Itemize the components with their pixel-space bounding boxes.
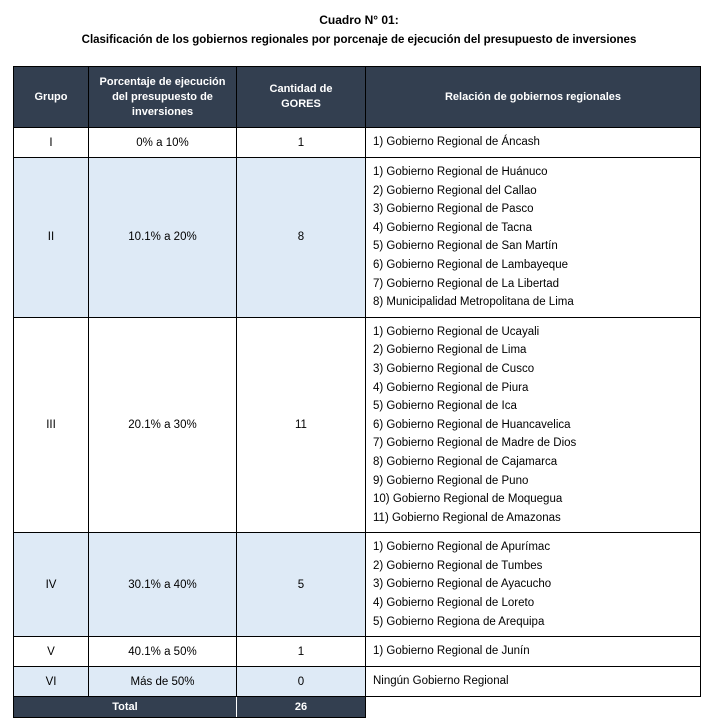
region-list-item: 1) Gobierno Regional de Áncash: [373, 136, 540, 149]
column-header-grupo-label: Grupo: [34, 90, 68, 103]
column-header-cantidad-label: Cantidad de GORES: [269, 83, 333, 110]
region-list-item: 7) Gobierno Regional de Madre de Dios: [373, 437, 577, 450]
group-cell: I: [14, 128, 89, 158]
count-cell: 1: [237, 128, 366, 158]
range-cell: 40.1% a 50%: [89, 637, 237, 667]
region-list-item: 3) Gobierno Regional de Pasco: [373, 203, 534, 216]
region-list-item: 2) Gobierno Regional de Lima: [373, 344, 527, 357]
regions-cell: [366, 158, 701, 318]
region-list-item: 5) Gobierno Regiona de Arequipa: [373, 615, 545, 628]
table-row: [14, 158, 701, 318]
column-header-porcentaje-label: Porcentaje de ejecución del presupuesto de inversiones: [99, 75, 226, 118]
region-list-item: 2) Gobierno Regional del Callao: [373, 184, 537, 197]
region-list-item: 6) Gobierno Regional de Lambayeque: [373, 258, 568, 271]
classification-table: [13, 66, 701, 718]
column-header-relacion-label: Relación de gobiernos regionales: [444, 90, 622, 103]
group-cell: III: [14, 317, 89, 533]
region-list-item: 5) Gobierno Regional de Ica: [373, 400, 517, 413]
total-count: 26: [237, 697, 366, 718]
range-cell: Más de 50%: [89, 667, 237, 697]
region-list-item: 11) Gobierno Regional de Amazonas: [373, 511, 561, 524]
table-body: [14, 128, 701, 697]
regions-cell: [366, 533, 701, 637]
regions-cell: [366, 667, 701, 697]
region-list-item: 4) Gobierno Regional de Piura: [373, 381, 529, 394]
range-cell: 30.1% a 40%: [89, 533, 237, 637]
column-header-cantidad: [237, 67, 366, 128]
region-list-item: 3) Gobierno Regional de Ayacucho: [373, 578, 552, 591]
count-cell: 5: [237, 533, 366, 637]
regions-cell: [366, 128, 701, 158]
table-row: [14, 667, 701, 697]
table-row: [14, 533, 701, 637]
region-list-item: 7) Gobierno Regional de La Libertad: [373, 277, 560, 290]
region-list-item: 9) Gobierno Regional de Puno: [373, 474, 529, 487]
count-cell: 8: [237, 158, 366, 318]
region-list-item: 1) Gobierno Regional de Junín: [373, 645, 530, 658]
region-list-item: 5) Gobierno Regional de San Martín: [373, 240, 558, 253]
total-row: [14, 697, 701, 718]
region-list-item: 1) Gobierno Regional de Ucayali: [373, 325, 540, 338]
region-list-item: 10) Gobierno Regional de Moquegua: [373, 493, 563, 506]
count-cell: 1: [237, 637, 366, 667]
table-row: [14, 637, 701, 667]
table-caption-number: Cuadro N° 01:: [319, 13, 399, 27]
count-cell: 0: [237, 667, 366, 697]
region-list-item: 8) Municipalidad Metropolitana de Lima: [373, 296, 574, 309]
group-cell: V: [14, 637, 89, 667]
column-header-relacion: [366, 67, 701, 128]
region-list-item: 1) Gobierno Regional de Apurímac: [373, 541, 551, 554]
column-header-grupo: [14, 67, 89, 128]
regions-cell: [366, 637, 701, 667]
table-row: [14, 317, 701, 533]
region-list-item: Ningún Gobierno Regional: [373, 675, 509, 688]
group-cell: IV: [14, 533, 89, 637]
total-label: Total: [14, 697, 237, 718]
table-caption: [0, 0, 718, 46]
header-row: [14, 67, 701, 128]
group-cell: II: [14, 158, 89, 318]
total-row-empty-cell: [366, 697, 701, 718]
region-list-item: 4) Gobierno Regional de Tacna: [373, 221, 532, 234]
group-cell: VI: [14, 667, 89, 697]
region-list-item: 4) Gobierno Regional de Loreto: [373, 597, 535, 610]
count-cell: 11: [237, 317, 366, 533]
range-cell: 10.1% a 20%: [89, 158, 237, 318]
regions-cell: [366, 317, 701, 533]
range-cell: 20.1% a 30%: [89, 317, 237, 533]
region-list-item: 6) Gobierno Regional de Huancavelica: [373, 418, 571, 431]
column-header-porcentaje: [89, 67, 237, 128]
region-list-item: 2) Gobierno Regional de Tumbes: [373, 559, 543, 572]
region-list-item: 8) Gobierno Regional de Cajamarca: [373, 455, 558, 468]
table-row: [14, 128, 701, 158]
region-list-item: 1) Gobierno Regional de Huánuco: [373, 166, 548, 178]
range-cell: 0% a 10%: [89, 128, 237, 158]
region-list-item: 3) Gobierno Regional de Cusco: [373, 362, 535, 375]
table-caption-text: Clasificación de los gobiernos regionales por porcenaje de ejecución del presupuesto de inversiones: [81, 34, 637, 46]
